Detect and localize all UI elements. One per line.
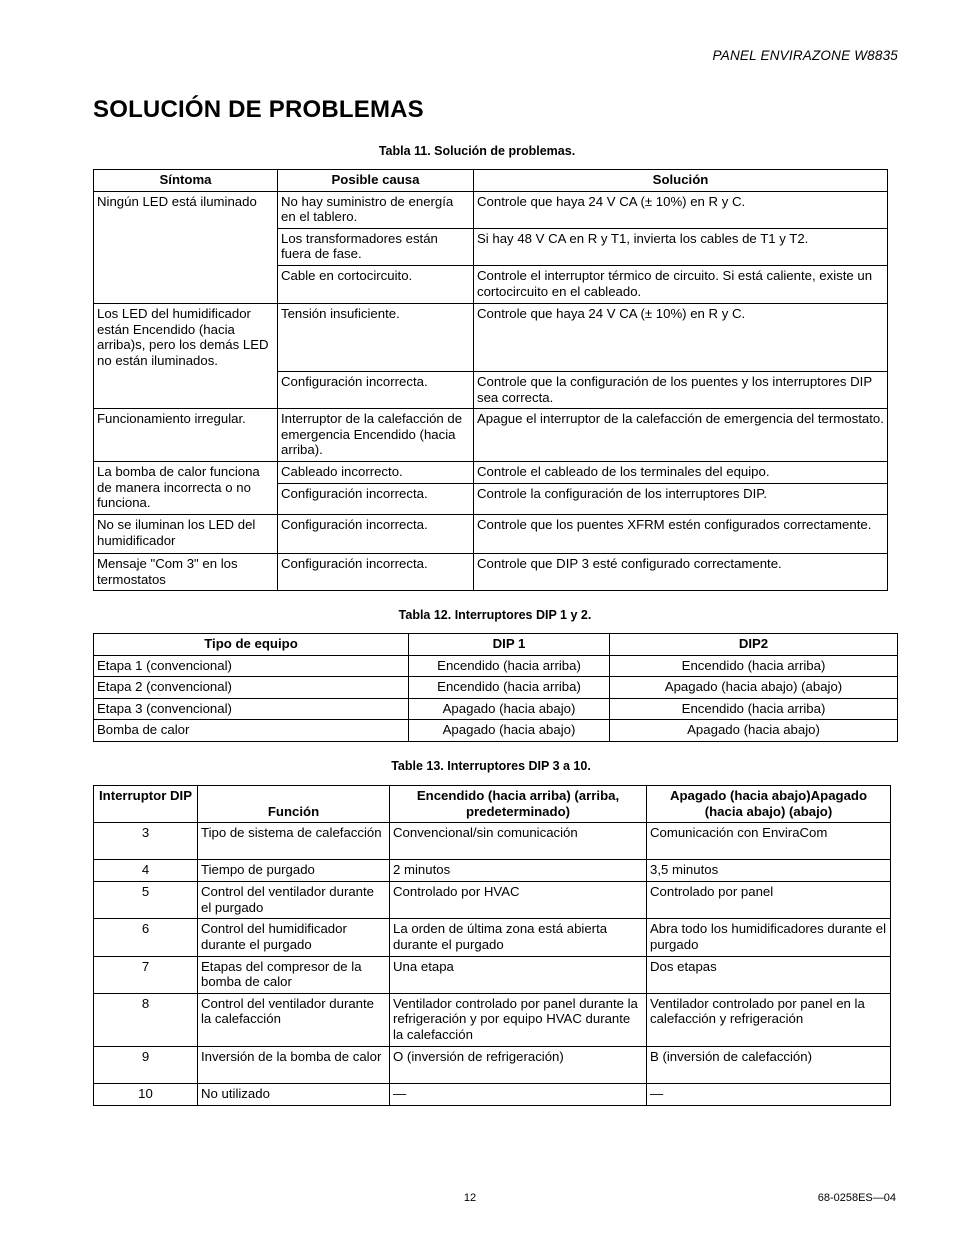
off-cell: Comunicación con EnviraCom [647, 823, 891, 860]
function-cell: No utilizado [198, 1083, 390, 1105]
function-cell: Control del ventilador durante la calefacción [198, 993, 390, 1046]
solution-cell: Controle el cableado de los terminales del equipo. [474, 462, 888, 484]
solution-cell: Controle la configuración de los interruptores DIP. [474, 484, 888, 515]
symptom-cell: Funcionamiento irregular. [94, 409, 278, 462]
dip2-cell: Apagado (hacia abajo) [610, 720, 898, 742]
dip-number-cell: 10 [94, 1083, 198, 1105]
table-11-caption: Tabla 11. Solución de problemas. [378, 144, 576, 158]
off-cell: Controlado por panel [647, 882, 891, 919]
solution-cell: Apague el interruptor de la calefacción de emergencia del termostato. [474, 409, 888, 462]
off-cell: Abra todo los humidificadores durante el purgado [647, 919, 891, 956]
off-cell: — [647, 1083, 891, 1105]
table-row [94, 409, 888, 462]
column-header-off: Apagado (hacia abajo)Apagado (hacia abajo) (abajo) [647, 786, 891, 823]
cause-cell: No hay suministro de energía en el tablero. [278, 191, 474, 228]
column-header-solution: Solución [474, 170, 888, 192]
page-number: 12 [463, 1192, 477, 1204]
solution-cell: Controle que los puentes XFRM estén configurados correctamente. [474, 515, 888, 554]
column-header-cause: Posible causa [278, 170, 474, 192]
table-row [94, 993, 891, 1046]
solution-cell: Controle el interruptor térmico de circuito. Si está caliente, existe un cortocircuito en el cableado. [474, 265, 888, 303]
column-header-equipment-type: Tipo de equipo [94, 634, 409, 656]
symptom-cell: No se iluminan los LED del humidificador [94, 515, 278, 554]
dip2-cell: Encendido (hacia arriba) [610, 655, 898, 677]
dip-switch-1-2-table [93, 633, 898, 742]
cause-cell: Cableado incorrecto. [278, 462, 474, 484]
dip-switch-3-10-table [93, 785, 891, 1106]
dip2-cell: Encendido (hacia arriba) [610, 698, 898, 720]
off-cell: B (inversión de calefacción) [647, 1046, 891, 1083]
symptom-cell: Ningún LED está iluminado [94, 191, 278, 303]
cause-cell: Cable en cortocircuito. [278, 265, 474, 303]
dip-number-cell: 6 [94, 919, 198, 956]
table-row [94, 677, 898, 699]
dip-number-cell: 9 [94, 1046, 198, 1083]
solution-cell: Controle que haya 24 V CA (± 10%) en R y C. [474, 191, 888, 228]
on-cell: Una etapa [390, 956, 647, 993]
cause-cell: Configuración incorrecta. [278, 554, 474, 591]
table-row [94, 462, 888, 484]
cause-cell: Interruptor de la calefacción de emergencia Encendido (hacia arriba). [278, 409, 474, 462]
table-row [94, 720, 898, 742]
dip-number-cell: 8 [94, 993, 198, 1046]
table-row [94, 554, 888, 591]
table-row [94, 655, 898, 677]
solution-cell: Controle que DIP 3 esté configurado correctamente. [474, 554, 888, 591]
table-row [94, 956, 891, 993]
cause-cell: Configuración incorrecta. [278, 484, 474, 515]
dip2-cell: Apagado (hacia abajo) (abajo) [610, 677, 898, 699]
document-header-title: PANEL ENVIRAZONE W8835 [712, 48, 898, 63]
cause-cell: Configuración incorrecta. [278, 515, 474, 554]
table-row [94, 860, 891, 882]
table-row [94, 882, 891, 919]
column-header-symptom: Síntoma [94, 170, 278, 192]
on-cell: Convencional/sin comunicación [390, 823, 647, 860]
symptom-cell: Mensaje "Com 3" en los termostatos [94, 554, 278, 591]
page-title: SOLUCIÓN DE PROBLEMAS [93, 96, 424, 123]
on-cell: Controlado por HVAC [390, 882, 647, 919]
on-cell: O (inversión de refrigeración) [390, 1046, 647, 1083]
function-cell: Control del ventilador durante el purgado [198, 882, 390, 919]
table-row [94, 303, 888, 371]
table-row [94, 1083, 891, 1105]
dip-number-cell: 3 [94, 823, 198, 860]
document-number: 68-0258ES—04 [817, 1192, 896, 1204]
column-header-dip1: DIP 1 [409, 634, 610, 656]
table-row [94, 515, 888, 554]
cause-cell: Tensión insuficiente. [278, 303, 474, 371]
equipment-type-cell: Etapa 2 (convencional) [94, 677, 409, 699]
equipment-type-cell: Etapa 1 (convencional) [94, 655, 409, 677]
column-header-function: Función [198, 786, 390, 823]
column-header-on: Encendido (hacia arriba) (arriba, predeterminado) [390, 786, 647, 823]
dip1-cell: Apagado (hacia abajo) [409, 720, 610, 742]
function-cell: Etapas del compresor de la bomba de calor [198, 956, 390, 993]
off-cell: Ventilador controlado por panel en la calefacción y refrigeración [647, 993, 891, 1046]
function-cell: Inversión de la bomba de calor [198, 1046, 390, 1083]
solution-cell: Controle que haya 24 V CA (± 10%) en R y C. [474, 303, 888, 371]
table-row [94, 1046, 891, 1083]
table-row [94, 698, 898, 720]
cause-cell: Configuración incorrecta. [278, 371, 474, 408]
table-row [94, 919, 891, 956]
table-12-caption: Tabla 12. Interruptores DIP 1 y 2. [398, 608, 592, 622]
dip1-cell: Encendido (hacia arriba) [409, 677, 610, 699]
table-row [94, 823, 891, 860]
on-cell: Ventilador controlado por panel durante la refrigeración y por equipo HVAC durante la calefacción [390, 993, 647, 1046]
function-cell: Tipo de sistema de calefacción [198, 823, 390, 860]
column-header-dip-switch: Interruptor DIP [94, 786, 198, 823]
symptom-cell: La bomba de calor funciona de manera incorrecta o no funciona. [94, 462, 278, 515]
cause-cell: Los transformadores están fuera de fase. [278, 228, 474, 265]
dip1-cell: Encendido (hacia arriba) [409, 655, 610, 677]
off-cell: 3,5 minutos [647, 860, 891, 882]
column-header-dip2: DIP2 [610, 634, 898, 656]
function-cell: Tiempo de purgado [198, 860, 390, 882]
dip-number-cell: 7 [94, 956, 198, 993]
dip-number-cell: 5 [94, 882, 198, 919]
table-row [94, 191, 888, 228]
table-13-caption: Table 13. Interruptores DIP 3 a 10. [391, 759, 591, 773]
symptom-cell: Los LED del humidificador están Encendido (hacia arriba)s, pero los demás LED no están iluminados. [94, 303, 278, 408]
on-cell: — [390, 1083, 647, 1105]
function-cell: Control del humidificador durante el purgado [198, 919, 390, 956]
equipment-type-cell: Bomba de calor [94, 720, 409, 742]
off-cell: Dos etapas [647, 956, 891, 993]
solution-cell: Controle que la configuración de los puentes y los interruptores DIP sea correcta. [474, 371, 888, 408]
on-cell: La orden de última zona está abierta durante el purgado [390, 919, 647, 956]
dip1-cell: Apagado (hacia abajo) [409, 698, 610, 720]
solution-cell: Si hay 48 V CA en R y T1, invierta los cables de T1 y T2. [474, 228, 888, 265]
on-cell: 2 minutos [390, 860, 647, 882]
troubleshooting-table [93, 169, 888, 591]
dip-number-cell: 4 [94, 860, 198, 882]
equipment-type-cell: Etapa 3 (convencional) [94, 698, 409, 720]
